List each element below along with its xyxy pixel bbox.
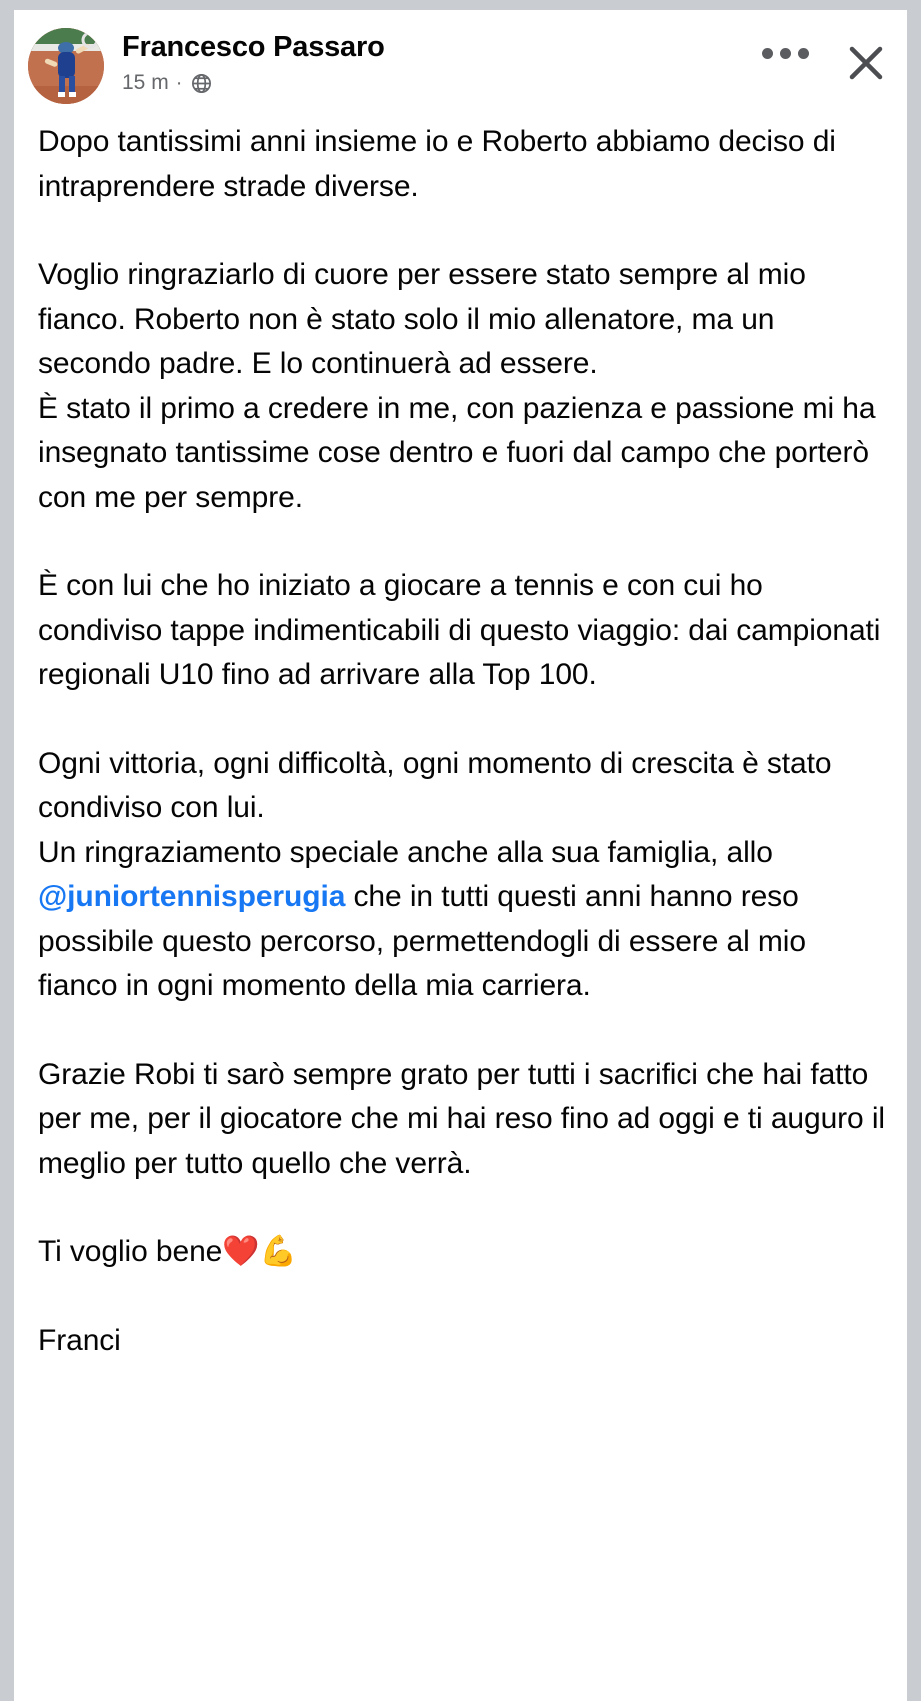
post-signature: Franci	[38, 1323, 121, 1357]
kebab-dot	[762, 48, 773, 59]
paragraph-spacer	[38, 209, 889, 253]
meta-separator: ·	[175, 72, 183, 94]
emoji-heart-flex: ❤️💪	[222, 1235, 297, 1268]
post-body	[14, 114, 907, 1363]
post-paragraph-closing	[38, 1230, 889, 1275]
close-button[interactable]	[841, 38, 891, 88]
more-options-button[interactable]	[758, 38, 813, 69]
mention-link[interactable]: @juniortennisperugia	[38, 880, 346, 913]
paragraph-spacer	[38, 698, 889, 742]
author-name[interactable]: Francesco Passaro	[122, 31, 385, 63]
globe-icon[interactable]	[190, 72, 213, 95]
close-icon	[844, 41, 888, 85]
post-paragraph: Grazie Robi ti sarò sempre grato per tutti i sacrifici che hai fatto per me, per il giocatore che mi hai reso fino ad oggi e ti auguro il meglio per tutto quello che verrà.	[38, 1057, 885, 1180]
avatar-image	[28, 28, 104, 104]
kebab-dot	[780, 48, 791, 59]
post-sheet	[14, 10, 907, 1701]
post-paragraph: È con lui che ho iniziato a giocare a tennis e con cui ho condiviso tappe indimenticabili di questo viaggio: dai campionati regionali U10 fino ad arrivare alla Top 100.	[38, 569, 881, 691]
paragraph-text-before-mention: Un ringraziamento speciale anche alla sua famiglia, allo	[38, 835, 773, 869]
post-paragraph: Dopo tantissimi anni insieme io e Roberto abbiamo deciso di intraprendere strade diverse.	[38, 125, 836, 203]
top-edge-strip	[0, 0, 921, 10]
post-header	[14, 10, 907, 114]
post-meta	[122, 70, 758, 96]
post-paragraph: Ogni vittoria, ogni difficoltà, ogni momento di crescita è stato condiviso con lui.	[38, 746, 832, 824]
kebab-dot	[798, 48, 809, 59]
paragraph-spacer	[38, 1009, 889, 1053]
paragraph-spacer	[38, 1186, 889, 1230]
header-actions	[758, 24, 891, 88]
closing-text: Ti voglio bene	[38, 1235, 223, 1268]
right-gutter	[907, 0, 921, 1701]
paragraph-spacer	[38, 1275, 889, 1319]
paragraph-text-after-mention: che in tutti questi anni hanno reso possibile questo percorso, permettendogli di essere al mio fianco in ogni momento della mia carriera.	[38, 880, 806, 1002]
left-gutter	[0, 0, 14, 1701]
post-paragraph: È stato il primo a credere in me, con pazienza e passione mi ha insegnato tantissime cose dentro e fuori dal campo che porterò con me per sempre.	[38, 391, 876, 514]
author-block	[104, 24, 758, 96]
post-timestamp[interactable]: 15 m	[122, 71, 169, 94]
paragraph-spacer	[38, 520, 889, 564]
post-paragraph-with-mention	[38, 831, 889, 1009]
post-paragraph: Voglio ringraziarlo di cuore per essere stato sempre al mio fianco. Roberto non è stato solo il mio allenatore, ma un secondo padre. E lo continuerà ad essere.	[38, 258, 806, 380]
avatar[interactable]	[28, 28, 104, 104]
